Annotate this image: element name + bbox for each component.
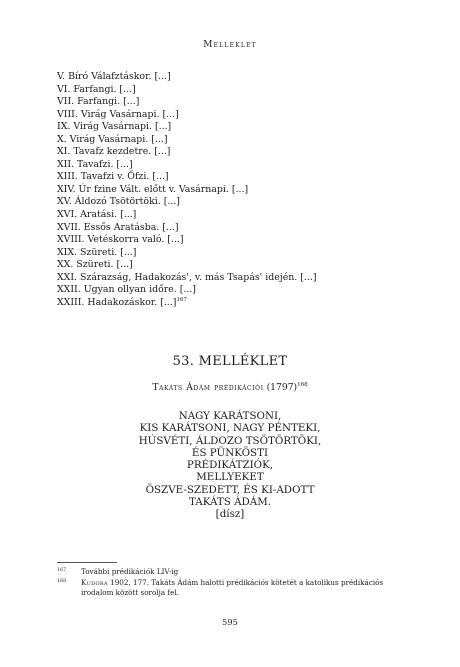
title-page-transcription (0, 410, 460, 521)
list-item (57, 297, 417, 310)
list-item-text: XXIII. Hadakozáskor. [...] (57, 296, 177, 308)
list-item: XVI. Aratási. [...] (57, 209, 137, 221)
subtitle-author: Takáts Ádám prédikációi (152, 382, 264, 393)
footnote (57, 578, 417, 599)
title-line: ÖSZVE-SZEDETT, ÉS KI-ADOTT (145, 483, 315, 496)
list-item: XIX. Szüreti. [...] (57, 246, 137, 258)
list-item: V. Bíró Válafztáskor. [...] (57, 71, 171, 82)
running-head: Melléklet (203, 40, 257, 50)
footnote-text: 1902, 177. Takáts Ádám halotti prédikációs kötetét a katolikus prédikációs irodalom között sorolja fel. (81, 577, 384, 597)
title-line: HÚSVÉTI, ÁLDOZO TSÖTÖRTÖKI, (138, 434, 322, 447)
title-line: MELLYEKET (196, 471, 264, 484)
list-item: VI. Farfangi. [...] (57, 83, 136, 95)
list-item: XVIII. Vetéskorra való. [...] (57, 234, 184, 246)
footnote-source: Kudora (81, 577, 108, 587)
subtitle-year: (1797) (266, 382, 298, 393)
ornament-note: [dísz] (215, 508, 245, 521)
footnote-number: 168 (57, 578, 67, 584)
list-item: IX. Virág Vasárnapi. [...] (57, 121, 172, 133)
list-item: XXI. Szárazság, Hadakozás', v. más Tsapás' idején. [...] (57, 271, 317, 283)
list-item: X. Virág Vasárnapi. [...] (57, 133, 168, 145)
footnote-text: További prédikációk LIV-ig (81, 567, 179, 576)
sermon-list (57, 71, 417, 309)
title-line: PRÉDIKÁTZIÓK, (186, 459, 274, 472)
footnote-divider (57, 562, 117, 563)
footnote-ref[interactable]: 168 (297, 381, 308, 388)
list-item: VII. Farfangi. [...] (57, 96, 140, 108)
list-item: XIII. Tavafzi v. Őfzi. [...] (57, 171, 169, 183)
title-line: TAKÁTS ÁDÁM. (188, 496, 272, 509)
list-item: XIV. Úr fzine Vált. előtt v. Vasárnapi. [...] (57, 183, 249, 195)
list-item: XII. Tavafzi. [...] (57, 158, 133, 170)
list-item: XI. Tavafz kezdetre. [...] (57, 146, 171, 158)
page-number: 595 (222, 617, 238, 627)
list-item: VIII. Virág Vasárnapi. [...] (57, 108, 179, 120)
appendix-title: 53. MELLÉKLET (172, 354, 288, 369)
footnote (57, 567, 417, 578)
list-item: XV. Áldozó Tsötörtöki. [...] (57, 196, 180, 208)
list-item: XVII. Essős Aratásba. [...] (57, 221, 179, 233)
footnote-number: 167 (57, 568, 67, 573)
list-item: XX. Szüreti. [...] (57, 259, 133, 271)
list-item: XXII. Ugyan ollyan időre. [...] (57, 284, 196, 296)
footnote-ref[interactable]: 167 (176, 296, 187, 303)
footnotes (57, 567, 417, 599)
title-line: NAGY KARÁTSONI, (178, 410, 282, 422)
title-line: KIS KARÁTSONI, NAGY PÉNTEKI, (139, 422, 321, 435)
appendix-subtitle (0, 382, 460, 393)
title-line: ÉS PÜNKÖSTI (191, 446, 269, 459)
